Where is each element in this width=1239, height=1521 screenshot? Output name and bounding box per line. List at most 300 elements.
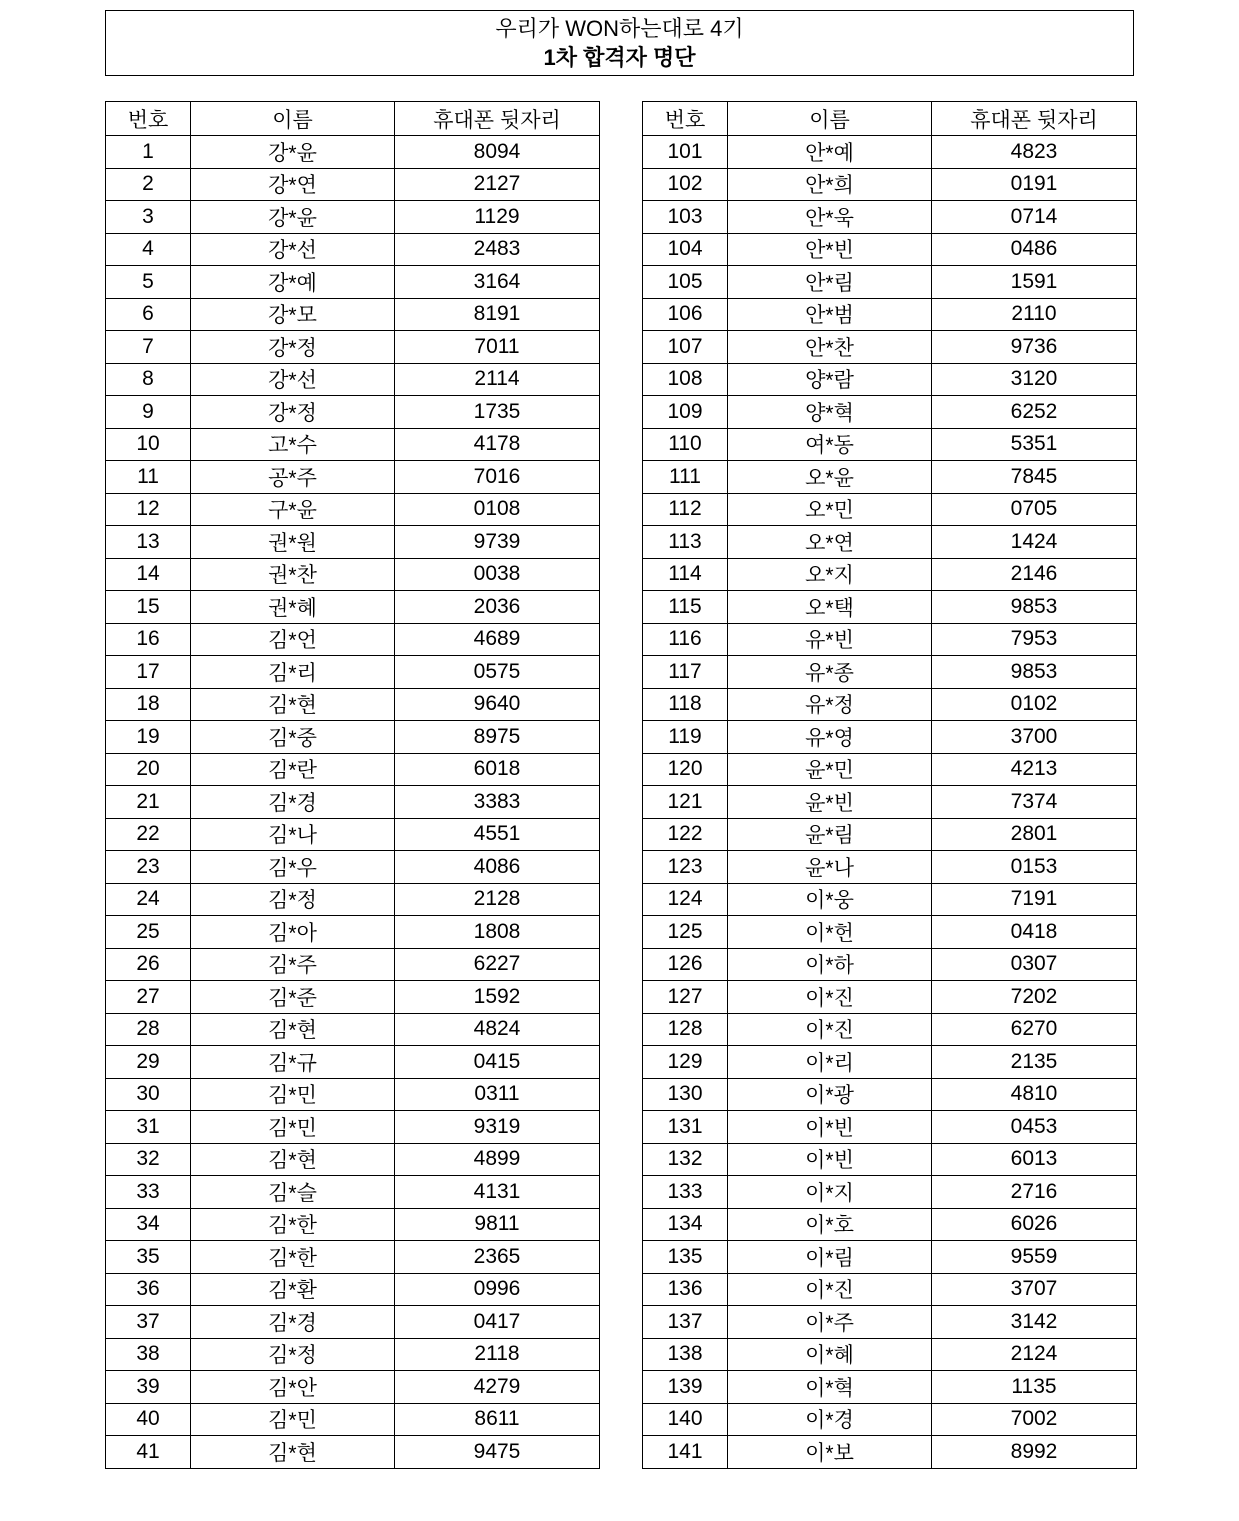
- cell-phone: 3707: [932, 1273, 1137, 1306]
- cell-phone: 2146: [932, 558, 1137, 591]
- cell-number: 130: [643, 1078, 728, 1111]
- table-row: [643, 1046, 1137, 1079]
- table-row: [643, 1241, 1137, 1274]
- cell-name: 김*현: [191, 1436, 395, 1469]
- cell-phone: 2801: [932, 818, 1137, 851]
- cell-name: 강*선: [191, 233, 395, 266]
- cell-number: 35: [106, 1241, 191, 1274]
- cell-name: 김*슬: [191, 1176, 395, 1209]
- cell-name: 이*웅: [728, 883, 932, 916]
- table-row: [106, 591, 600, 624]
- cell-number: 3: [106, 201, 191, 234]
- table-row: [643, 428, 1137, 461]
- cell-name: 이*호: [728, 1208, 932, 1241]
- cell-name: 이*리: [728, 1046, 932, 1079]
- title-line-2: 1차 합격자 명단: [543, 45, 696, 70]
- cell-name: 권*혜: [191, 591, 395, 624]
- cell-number: 12: [106, 493, 191, 526]
- cell-number: 20: [106, 753, 191, 786]
- cell-name: 김*환: [191, 1273, 395, 1306]
- table-header: [643, 102, 1137, 136]
- cell-name: 김*규: [191, 1046, 395, 1079]
- cell-name: 유*정: [728, 688, 932, 721]
- table-row: [643, 948, 1137, 981]
- cell-phone: 9640: [395, 688, 600, 721]
- cell-phone: 9475: [395, 1436, 600, 1469]
- table-row: [106, 298, 600, 331]
- applicant-table-left: [105, 101, 600, 1469]
- cell-number: 108: [643, 363, 728, 396]
- cell-name: 김*한: [191, 1241, 395, 1274]
- table-row: [106, 1273, 600, 1306]
- header-number: 번호: [106, 102, 191, 136]
- cell-name: 유*종: [728, 656, 932, 689]
- cell-number: 105: [643, 266, 728, 299]
- cell-name: 이*광: [728, 1078, 932, 1111]
- cell-name: 이*진: [728, 1273, 932, 1306]
- cell-name: 이*빈: [728, 1143, 932, 1176]
- cell-phone: 8992: [932, 1436, 1137, 1469]
- cell-name: 강*정: [191, 396, 395, 429]
- table-row: [643, 266, 1137, 299]
- cell-phone: 9739: [395, 526, 600, 559]
- cell-name: 이*지: [728, 1176, 932, 1209]
- cell-phone: 5351: [932, 428, 1137, 461]
- cell-number: 1: [106, 136, 191, 169]
- cell-number: 36: [106, 1273, 191, 1306]
- cell-name: 이*혁: [728, 1371, 932, 1404]
- cell-phone: 0486: [932, 233, 1137, 266]
- table-row: [643, 1273, 1137, 1306]
- cell-phone: 0453: [932, 1111, 1137, 1144]
- cell-number: 34: [106, 1208, 191, 1241]
- cell-name: 김*경: [191, 786, 395, 819]
- cell-phone: 8191: [395, 298, 600, 331]
- table-row: [106, 981, 600, 1014]
- cell-number: 23: [106, 851, 191, 884]
- cell-number: 139: [643, 1371, 728, 1404]
- document-title: [105, 10, 1134, 76]
- cell-number: 125: [643, 916, 728, 949]
- cell-phone: 0153: [932, 851, 1137, 884]
- cell-number: 2: [106, 168, 191, 201]
- cell-phone: 1592: [395, 981, 600, 1014]
- cell-phone: 2365: [395, 1241, 600, 1274]
- title-line-1: 우리가 WON하는대로 4기: [495, 16, 744, 41]
- cell-number: 127: [643, 981, 728, 1014]
- cell-number: 129: [643, 1046, 728, 1079]
- header-name: 이름: [191, 102, 395, 136]
- table-row: [106, 493, 600, 526]
- cell-name: 안*찬: [728, 331, 932, 364]
- cell-name: 김*나: [191, 818, 395, 851]
- cell-name: 이*주: [728, 1306, 932, 1339]
- cell-phone: 7953: [932, 623, 1137, 656]
- table-header: [106, 102, 600, 136]
- cell-phone: 7374: [932, 786, 1137, 819]
- cell-number: 31: [106, 1111, 191, 1144]
- cell-name: 권*찬: [191, 558, 395, 591]
- table-row: [643, 136, 1137, 169]
- cell-number: 128: [643, 1013, 728, 1046]
- cell-phone: 1735: [395, 396, 600, 429]
- cell-phone: 0996: [395, 1273, 600, 1306]
- cell-number: 15: [106, 591, 191, 624]
- cell-name: 김*우: [191, 851, 395, 884]
- cell-phone: 1135: [932, 1371, 1137, 1404]
- cell-name: 이*보: [728, 1436, 932, 1469]
- cell-phone: 6252: [932, 396, 1137, 429]
- table-row: [106, 266, 600, 299]
- cell-phone: 7202: [932, 981, 1137, 1014]
- table-row: [106, 558, 600, 591]
- table-row: [106, 1046, 600, 1079]
- cell-phone: 0311: [395, 1078, 600, 1111]
- cell-number: 39: [106, 1371, 191, 1404]
- cell-name: 윤*빈: [728, 786, 932, 819]
- cell-name: 고*수: [191, 428, 395, 461]
- table-row: [643, 558, 1137, 591]
- cell-phone: 2036: [395, 591, 600, 624]
- cell-number: 24: [106, 883, 191, 916]
- header-name: 이름: [728, 102, 932, 136]
- cell-phone: 0705: [932, 493, 1137, 526]
- cell-phone: 9559: [932, 1241, 1137, 1274]
- cell-phone: 0191: [932, 168, 1137, 201]
- table-row: [643, 1111, 1137, 1144]
- cell-phone: 1129: [395, 201, 600, 234]
- cell-phone: 0038: [395, 558, 600, 591]
- cell-name: 윤*민: [728, 753, 932, 786]
- cell-name: 김*민: [191, 1078, 395, 1111]
- table-row: [643, 818, 1137, 851]
- cell-name: 김*정: [191, 883, 395, 916]
- cell-phone: 4086: [395, 851, 600, 884]
- cell-phone: 6013: [932, 1143, 1137, 1176]
- cell-number: 30: [106, 1078, 191, 1111]
- cell-phone: 3164: [395, 266, 600, 299]
- cell-number: 109: [643, 396, 728, 429]
- cell-number: 18: [106, 688, 191, 721]
- table-row: [106, 721, 600, 754]
- table-row: [106, 1306, 600, 1339]
- cell-number: 141: [643, 1436, 728, 1469]
- cell-number: 25: [106, 916, 191, 949]
- cell-number: 120: [643, 753, 728, 786]
- cell-number: 17: [106, 656, 191, 689]
- cell-number: 111: [643, 461, 728, 494]
- cell-phone: 0418: [932, 916, 1137, 949]
- table-row: [106, 1078, 600, 1111]
- cell-number: 8: [106, 363, 191, 396]
- cell-number: 102: [643, 168, 728, 201]
- cell-name: 김*준: [191, 981, 395, 1014]
- cell-phone: 4279: [395, 1371, 600, 1404]
- cell-number: 103: [643, 201, 728, 234]
- table-row: [643, 591, 1137, 624]
- cell-name: 유*빈: [728, 623, 932, 656]
- table-row: [643, 201, 1137, 234]
- table-row: [106, 1338, 600, 1371]
- table-row: [106, 786, 600, 819]
- cell-phone: 7011: [395, 331, 600, 364]
- table-row: [106, 396, 600, 429]
- table-row: [106, 526, 600, 559]
- cell-phone: 0108: [395, 493, 600, 526]
- table-row: [106, 1143, 600, 1176]
- cell-name: 김*현: [191, 1013, 395, 1046]
- table-row: [643, 1013, 1137, 1046]
- cell-name: 양*혁: [728, 396, 932, 429]
- cell-name: 강*정: [191, 331, 395, 364]
- table-row: [106, 1176, 600, 1209]
- table-row: [643, 883, 1137, 916]
- table-row: [643, 363, 1137, 396]
- header-phone: 휴대폰 뒷자리: [932, 102, 1137, 136]
- cell-number: 114: [643, 558, 728, 591]
- cell-phone: 4899: [395, 1143, 600, 1176]
- cell-name: 김*현: [191, 688, 395, 721]
- cell-phone: 3142: [932, 1306, 1137, 1339]
- table-row: [106, 1241, 600, 1274]
- cell-phone: 3700: [932, 721, 1137, 754]
- cell-number: 132: [643, 1143, 728, 1176]
- cell-name: 강*예: [191, 266, 395, 299]
- cell-number: 138: [643, 1338, 728, 1371]
- table-row: [106, 1403, 600, 1436]
- table-row: [643, 461, 1137, 494]
- table-row: [643, 526, 1137, 559]
- cell-number: 6: [106, 298, 191, 331]
- cell-name: 강*모: [191, 298, 395, 331]
- cell-number: 104: [643, 233, 728, 266]
- cell-name: 김*주: [191, 948, 395, 981]
- cell-number: 38: [106, 1338, 191, 1371]
- cell-number: 33: [106, 1176, 191, 1209]
- table-row: [106, 688, 600, 721]
- cell-phone: 6270: [932, 1013, 1137, 1046]
- table-row: [643, 851, 1137, 884]
- table-row: [106, 948, 600, 981]
- cell-number: 9: [106, 396, 191, 429]
- cell-number: 135: [643, 1241, 728, 1274]
- cell-name: 이*헌: [728, 916, 932, 949]
- cell-phone: 2135: [932, 1046, 1137, 1079]
- table-row: [106, 1111, 600, 1144]
- cell-name: 양*람: [728, 363, 932, 396]
- cell-phone: 0417: [395, 1306, 600, 1339]
- table-row: [106, 233, 600, 266]
- table-row: [643, 1306, 1137, 1339]
- cell-phone: 6026: [932, 1208, 1137, 1241]
- cell-name: 안*욱: [728, 201, 932, 234]
- cell-name: 이*림: [728, 1241, 932, 1274]
- cell-name: 여*동: [728, 428, 932, 461]
- table-row: [106, 1371, 600, 1404]
- cell-name: 김*아: [191, 916, 395, 949]
- cell-number: 137: [643, 1306, 728, 1339]
- cell-name: 강*윤: [191, 136, 395, 169]
- table-row: [643, 721, 1137, 754]
- cell-number: 4: [106, 233, 191, 266]
- table-row: [106, 623, 600, 656]
- cell-name: 안*예: [728, 136, 932, 169]
- cell-name: 김*중: [191, 721, 395, 754]
- cell-number: 106: [643, 298, 728, 331]
- cell-name: 김*민: [191, 1403, 395, 1436]
- cell-phone: 2114: [395, 363, 600, 396]
- cell-phone: 4131: [395, 1176, 600, 1209]
- cell-number: 40: [106, 1403, 191, 1436]
- cell-number: 13: [106, 526, 191, 559]
- cell-phone: 7016: [395, 461, 600, 494]
- cell-phone: 3120: [932, 363, 1137, 396]
- table-row: [643, 233, 1137, 266]
- cell-name: 강*연: [191, 168, 395, 201]
- cell-name: 오*연: [728, 526, 932, 559]
- cell-phone: 0307: [932, 948, 1137, 981]
- header-phone: 휴대폰 뒷자리: [395, 102, 600, 136]
- cell-name: 공*주: [191, 461, 395, 494]
- cell-phone: 0102: [932, 688, 1137, 721]
- cell-phone: 8975: [395, 721, 600, 754]
- cell-name: 이*빈: [728, 1111, 932, 1144]
- cell-number: 14: [106, 558, 191, 591]
- cell-number: 10: [106, 428, 191, 461]
- cell-name: 강*선: [191, 363, 395, 396]
- cell-number: 101: [643, 136, 728, 169]
- cell-phone: 2483: [395, 233, 600, 266]
- cell-name: 오*지: [728, 558, 932, 591]
- cell-number: 26: [106, 948, 191, 981]
- cell-number: 121: [643, 786, 728, 819]
- cell-phone: 2124: [932, 1338, 1137, 1371]
- cell-name: 안*범: [728, 298, 932, 331]
- table-row: [106, 201, 600, 234]
- table-row: [643, 493, 1137, 526]
- cell-name: 유*영: [728, 721, 932, 754]
- cell-phone: 9853: [932, 591, 1137, 624]
- cell-name: 김*란: [191, 753, 395, 786]
- cell-name: 윤*림: [728, 818, 932, 851]
- cell-number: 19: [106, 721, 191, 754]
- cell-phone: 7191: [932, 883, 1137, 916]
- cell-phone: 1424: [932, 526, 1137, 559]
- cell-name: 김*정: [191, 1338, 395, 1371]
- cell-name: 이*진: [728, 981, 932, 1014]
- table-row: [106, 1013, 600, 1046]
- cell-phone: 4810: [932, 1078, 1137, 1111]
- cell-name: 오*민: [728, 493, 932, 526]
- cell-phone: 9811: [395, 1208, 600, 1241]
- cell-name: 안*희: [728, 168, 932, 201]
- cell-phone: 4178: [395, 428, 600, 461]
- cell-number: 113: [643, 526, 728, 559]
- cell-phone: 4551: [395, 818, 600, 851]
- cell-name: 이*혜: [728, 1338, 932, 1371]
- cell-name: 김*경: [191, 1306, 395, 1339]
- cell-name: 안*빈: [728, 233, 932, 266]
- cell-number: 16: [106, 623, 191, 656]
- cell-phone: 4824: [395, 1013, 600, 1046]
- table-row: [106, 428, 600, 461]
- table-row: [643, 656, 1137, 689]
- table-row: [643, 916, 1137, 949]
- cell-number: 124: [643, 883, 728, 916]
- cell-phone: 6227: [395, 948, 600, 981]
- cell-name: 구*윤: [191, 493, 395, 526]
- table-row: [643, 331, 1137, 364]
- table-row: [106, 1208, 600, 1241]
- cell-number: 37: [106, 1306, 191, 1339]
- cell-number: 118: [643, 688, 728, 721]
- cell-name: 김*한: [191, 1208, 395, 1241]
- cell-phone: 1591: [932, 266, 1137, 299]
- table-row: [643, 1176, 1137, 1209]
- cell-number: 140: [643, 1403, 728, 1436]
- cell-name: 김*현: [191, 1143, 395, 1176]
- cell-number: 27: [106, 981, 191, 1014]
- cell-name: 안*림: [728, 266, 932, 299]
- table-row: [106, 461, 600, 494]
- cell-number: 5: [106, 266, 191, 299]
- cell-name: 오*택: [728, 591, 932, 624]
- cell-phone: 8094: [395, 136, 600, 169]
- table-row: [106, 168, 600, 201]
- cell-phone: 0415: [395, 1046, 600, 1079]
- table-row: [643, 1143, 1137, 1176]
- cell-number: 126: [643, 948, 728, 981]
- table-row: [106, 331, 600, 364]
- cell-number: 119: [643, 721, 728, 754]
- cell-number: 136: [643, 1273, 728, 1306]
- cell-name: 권*원: [191, 526, 395, 559]
- cell-number: 123: [643, 851, 728, 884]
- cell-phone: 4689: [395, 623, 600, 656]
- cell-name: 이*경: [728, 1403, 932, 1436]
- cell-number: 21: [106, 786, 191, 819]
- cell-phone: 4213: [932, 753, 1137, 786]
- cell-phone: 2716: [932, 1176, 1137, 1209]
- cell-name: 김*민: [191, 1111, 395, 1144]
- table-row: [643, 298, 1137, 331]
- table-row: [643, 1208, 1137, 1241]
- cell-phone: 2127: [395, 168, 600, 201]
- cell-number: 134: [643, 1208, 728, 1241]
- cell-name: 김*안: [191, 1371, 395, 1404]
- table-row: [643, 1078, 1137, 1111]
- cell-number: 107: [643, 331, 728, 364]
- cell-phone: 3383: [395, 786, 600, 819]
- cell-name: 오*윤: [728, 461, 932, 494]
- cell-number: 116: [643, 623, 728, 656]
- table-row: [643, 981, 1137, 1014]
- cell-name: 김*언: [191, 623, 395, 656]
- cell-name: 이*하: [728, 948, 932, 981]
- table-row: [106, 818, 600, 851]
- cell-number: 28: [106, 1013, 191, 1046]
- cell-number: 29: [106, 1046, 191, 1079]
- cell-phone: 2110: [932, 298, 1137, 331]
- table-row: [643, 396, 1137, 429]
- cell-number: 32: [106, 1143, 191, 1176]
- cell-phone: 2118: [395, 1338, 600, 1371]
- table-row: [643, 1403, 1137, 1436]
- cell-number: 110: [643, 428, 728, 461]
- table-row: [106, 916, 600, 949]
- cell-phone: 9736: [932, 331, 1137, 364]
- cell-phone: 7002: [932, 1403, 1137, 1436]
